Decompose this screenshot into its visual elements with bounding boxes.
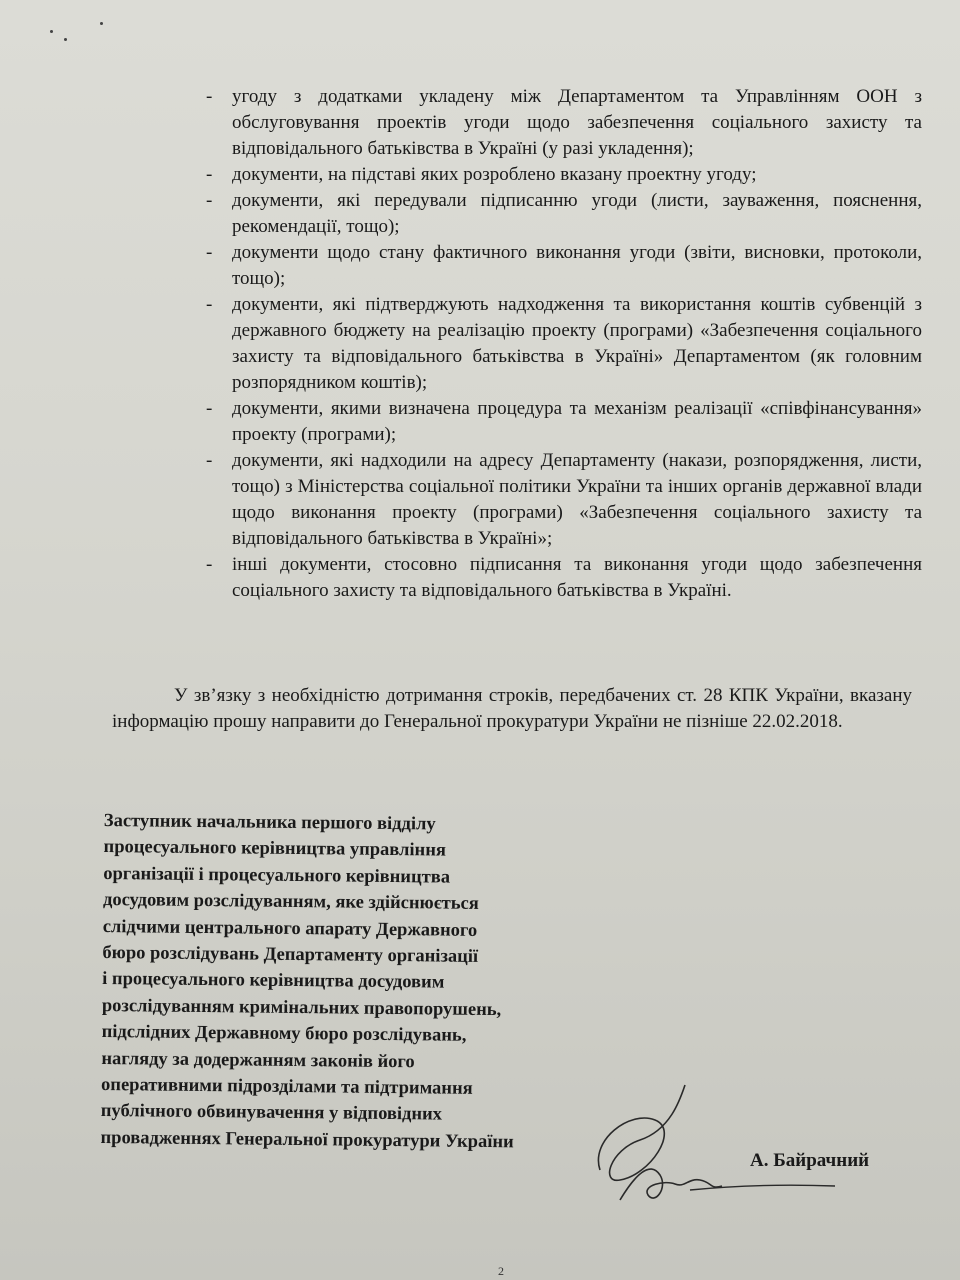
list-item-text: документи, які підтверджують надходження та використання коштів субвенцій з державного бюджету на реалізацію проекту (програми) «Забезпечення соціального захисту та відповідального батьківства в Україні» Департаментом (як головним розпорядником коштів); <box>232 294 922 393</box>
list-item <box>200 162 922 188</box>
list-item <box>200 552 922 604</box>
signatory-title-line: публічного обвинувачення у відповідних <box>100 1101 443 1126</box>
signatory-name: А. Байрачний <box>750 1150 870 1171</box>
signatory-title-line: оперативними підрозділами та підтримання <box>100 1075 473 1099</box>
signatory-title-line: і процесуального керівництва досудовим <box>102 969 445 994</box>
list-item <box>200 448 922 552</box>
bullet-marker: - <box>206 450 213 471</box>
list-item <box>200 240 922 292</box>
bullet-marker: - <box>206 554 213 575</box>
signatory-title-line: нагляду за додержанням законів його <box>101 1048 415 1072</box>
signatory-title-line: організації і процесуального керівництва <box>103 863 451 888</box>
bullet-marker: - <box>206 86 213 107</box>
list-item-text: документи, якими визначена процедура та механізм реалізації «співфінансування» проекту (програми); <box>232 398 922 445</box>
signatory-title-line: підслідних Державному бюро розслідувань, <box>101 1022 467 1047</box>
list-item-text: документи, які передували підписанню угоди (листи, зауваження, пояснення, рекомендації, тощо); <box>232 190 922 237</box>
list-item-text: документи, які надходили на адресу Департаменту (накази, розпорядження, листи, тощо) з Міністерства соціальної політики України та інших органів державної влади щодо виконання проекту (програми) «Забезпечення соціального захисту та відповідального батьківства в Україні»; <box>232 450 922 549</box>
signatory-title-line: розслідуванням кримінальних правопорушень, <box>101 995 502 1021</box>
bullet-marker: - <box>206 294 213 315</box>
bullet-marker: - <box>206 190 213 211</box>
signatory-title-line: процесуального керівництва управління <box>103 837 447 861</box>
list-item-text: документи, на підставі яких розроблено вказану проектну угоду; <box>232 164 757 185</box>
signatory-title <box>100 808 624 1157</box>
list-item-text: документи щодо стану фактичного виконання угоди (звіти, висновки, протоколи, тощо); <box>232 242 922 289</box>
signatory-title-line: досудовим розслідуванням, яке здійснюється <box>102 890 479 915</box>
signatory-title-line: бюро розслідувань Департаменту організації <box>102 943 479 967</box>
signatory-title-line: слідчими центрального апарату Державного <box>102 916 478 941</box>
signature-stroke <box>598 1085 685 1180</box>
list-item <box>200 84 922 162</box>
speck <box>50 30 53 33</box>
closing-paragraph: У зв’язку з необхідністю дотримання строків, передбачених ст. 28 КПК України, вказану інформацію прошу направити до Генеральної прокуратури України не пізніше 22.02.2018. <box>112 685 912 732</box>
bullet-marker: - <box>206 164 213 185</box>
list-item <box>200 396 922 448</box>
scan-specks <box>40 18 160 48</box>
speck <box>64 38 67 41</box>
list-item <box>200 188 922 240</box>
list-item-text: інші документи, стосовно підписання та виконання угоди щодо забезпечення соціального захисту та відповідального батьківства в Україні. <box>232 554 922 601</box>
list-item <box>200 292 922 396</box>
bullet-marker: - <box>206 398 213 419</box>
signatory-title-line: Заступник начальника першого відділу <box>103 810 436 835</box>
list-item-text: угоду з додатками укладену між Департаментом та Управлінням ООН з обслуговування проектів угоди щодо забезпечення соціального захисту та відповідального батьківства в Україні (у разі укладення); <box>232 86 922 159</box>
document-list <box>200 84 922 604</box>
speck <box>100 22 103 25</box>
signatory-title-line: провадженнях Генеральної прокуратури України <box>100 1127 514 1153</box>
page-number: 2 <box>498 1264 504 1278</box>
bullet-marker: - <box>206 242 213 263</box>
